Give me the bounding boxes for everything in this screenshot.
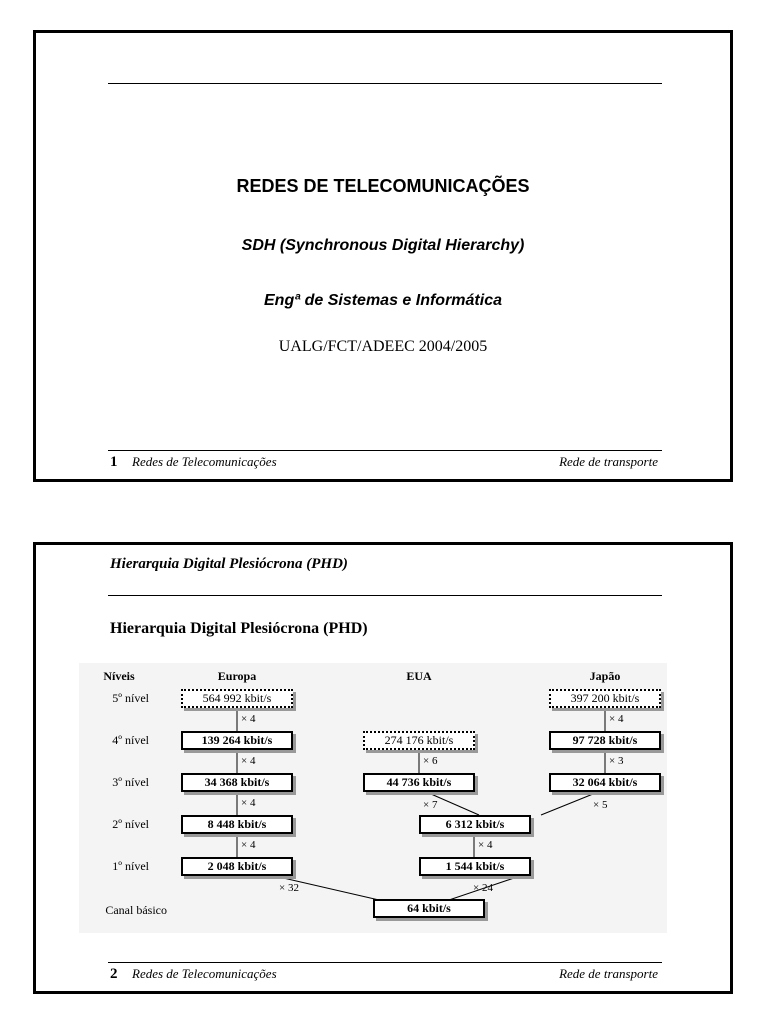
usa-multiplier: × 6: [423, 755, 438, 767]
slide-1: [33, 30, 733, 482]
level-label: Canal básico: [105, 903, 167, 917]
usa-level2-box: 6 312 kbit/s: [419, 815, 531, 834]
institution: UALG/FCT/ADEEC 2004/2005: [278, 338, 488, 355]
page-number: 1: [110, 454, 118, 470]
level-label: 3º nível: [112, 775, 149, 789]
usa-multiplier: × 7: [423, 799, 438, 811]
usa-level1-box: 1 544 kbit/s: [419, 857, 531, 876]
usa-multiplier: × 4: [478, 839, 493, 851]
basic-channel-box: 64 kbit/s: [373, 899, 485, 918]
slide-subtitle: SDH (Synchronous Digital Hierarchy): [241, 237, 525, 254]
level-label: 5º nível: [112, 691, 149, 705]
slide-header: Hierarquia Digital Plesiócrona (PHD): [110, 556, 348, 572]
japan-multiplier: × 4: [609, 713, 624, 725]
japan-level4-box: 97 728 kbit/s: [549, 731, 661, 750]
top-divider: [108, 595, 662, 596]
europe-level1-box: 2 048 kbit/s: [181, 857, 293, 876]
course-name: Engª de Sistemas e Informática: [264, 292, 502, 309]
level-label: 1º nível: [112, 859, 149, 873]
col-header-japan: Japão: [589, 669, 621, 683]
diagram-heading: Hierarquia Digital Plesiócrona (PHD): [110, 620, 368, 637]
footer-left-text: Redes de Telecomunicações: [132, 966, 277, 981]
slide-title: REDES DE TELECOMUNICAÇÕES: [236, 176, 530, 196]
col-header-usa: EUA: [406, 669, 432, 683]
europe-level2-box: 8 448 kbit/s: [181, 815, 293, 834]
footer-divider: [108, 450, 662, 451]
top-divider: [108, 83, 662, 84]
footer-divider: [108, 962, 662, 963]
footer-right-text: Rede de transporte: [559, 966, 658, 981]
japan-multiplier: × 3: [609, 755, 624, 767]
slide-2: [33, 542, 733, 994]
japan-level3-box: 32 064 kbit/s: [549, 773, 661, 792]
europe-level4-box: 139 264 kbit/s: [181, 731, 293, 750]
japan-to-2nd-line: [541, 794, 593, 815]
europe-multiplier: × 4: [241, 797, 256, 809]
usa-basic-multiplier: × 24: [473, 882, 493, 894]
col-header-levels: Níveis: [103, 669, 135, 683]
europe-multiplier: × 4: [241, 839, 256, 851]
europe-multiplier: × 4: [241, 713, 256, 725]
level-label: 4º nível: [112, 733, 149, 747]
europe-basic-multiplier: × 32: [279, 882, 299, 894]
footer-left-text: Redes de Telecomunicações: [132, 454, 277, 469]
europe-level5-box: 564 992 kbit/s: [181, 689, 293, 708]
page-number: 2: [110, 966, 118, 982]
usa-level4-box: 274 176 kbit/s: [363, 731, 475, 750]
col-header-europe: Europa: [217, 669, 257, 683]
level-label: 2º nível: [112, 817, 149, 831]
japan-multiplier: × 5: [593, 799, 608, 811]
footer-right-text: Rede de transporte: [559, 454, 658, 469]
europe-level3-box: 34 368 kbit/s: [181, 773, 293, 792]
japan-level5-box: 397 200 kbit/s: [549, 689, 661, 708]
europe-multiplier: × 4: [241, 755, 256, 767]
phd-diagram: [79, 663, 667, 933]
usa-to-2nd-line: [431, 794, 479, 815]
usa-level3-box: 44 736 kbit/s: [363, 773, 475, 792]
